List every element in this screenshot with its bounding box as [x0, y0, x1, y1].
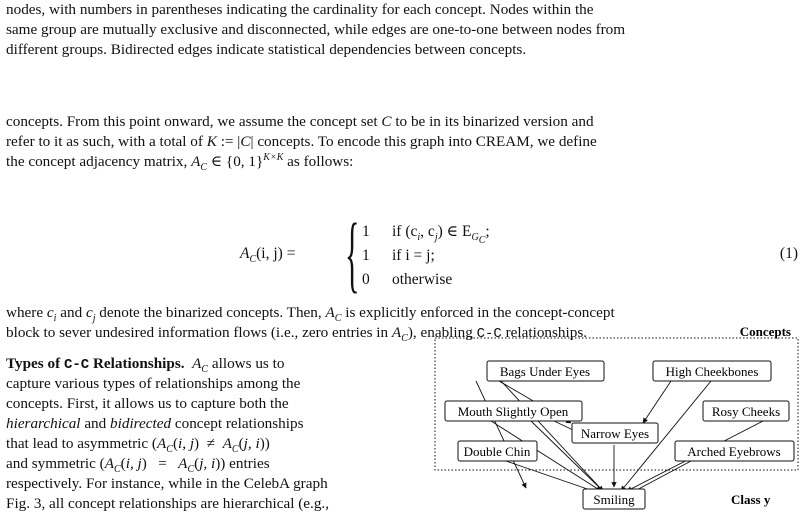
node-double-chin: [458, 441, 537, 461]
left-brace: {: [345, 205, 360, 301]
svg-text:Arched Eyebrows: Arched Eyebrows: [687, 444, 781, 459]
caption-line: nodes, with numbers in parentheses indicating the cardinality for each concept. Nodes within the: [6, 1, 594, 18]
paragraph-line: where $c_i$ and $c_j$ denote the binarized concepts. Then, $A_C$ is explicitly enforced in the concept-concept: [6, 304, 615, 325]
concepts-label: Concepts: [739, 324, 791, 339]
class-label: Class y: [731, 492, 771, 507]
paragraph-line: and symmetric ($A_C(i$, $j) = A_C(j$, i)) entries: [6, 455, 270, 476]
paragraph-line: respectively. For instance, while in the CelebA graph: [6, 475, 328, 492]
concept-graph-figure: [431, 324, 803, 522]
paragraph-line: concepts. From this point onward, we assume the concept set C to be in its binarized version and: [6, 113, 594, 130]
paragraph-line: block to sever undesired information flows (i.e., zero entries in $A_C$), enabling C-C relationships.: [6, 324, 588, 345]
paragraph-line: hierarchical and bidirected concept relationships: [6, 415, 304, 432]
caption-line: same group are mutually exclusive and disconnected, while edges are one-to-one between nodes from: [6, 21, 626, 38]
equation-lhs: $A_C(i$, j) =: [240, 245, 296, 266]
svg-text:Rosy Cheeks: Rosy Cheeks: [711, 404, 781, 419]
paragraph-line: that lead to asymmetric ($A_C(i$, $j) \ne A_C(j$, i)): [6, 435, 270, 456]
svg-text:Smiling: Smiling: [593, 492, 635, 507]
paragraph-line: Types of C-C Relationships. $A_C$ allows us to: [6, 355, 285, 376]
node-smiling: [583, 489, 645, 509]
node-rosy-cheeks: [703, 401, 789, 421]
paragraph-line: concepts. First, it allows us to capture both the: [6, 395, 289, 412]
equation-cases: 1 if ($c_i$, $c_j$) ∈ $E_{G_C}$; 1 if i = j; 0 otherwise: [362, 223, 490, 288]
equation-number: (1): [779, 245, 798, 262]
node-bags-under-eyes: [487, 361, 604, 381]
paragraph-line: capture various types of relationships among the: [6, 375, 301, 392]
paragraph-line: Fig. 3, all concept relationships are hierarchical (e.g.,: [6, 495, 330, 512]
svg-text:Double Chin: Double Chin: [463, 444, 531, 459]
equation-1: [0, 205, 806, 301]
svg-text:High Cheekbones: High Cheekbones: [665, 364, 759, 379]
svg-text:Mouth Slightly Open: Mouth Slightly Open: [457, 404, 569, 419]
node-arched-eyebrows: [675, 441, 794, 461]
paragraph-line: the concept adjacency matrix, $A_C$ ∈ {0, 1}$^{K\times K}$ as follows:: [6, 151, 354, 174]
svg-text:Narrow Eyes: Narrow Eyes: [580, 426, 650, 441]
paragraph-line: refer to it as such, with a total of K := |C| concepts. To encode this graph into CREAM, we define: [6, 133, 597, 150]
node-mouth-slightly-open: [445, 401, 582, 421]
caption-line: different groups. Bidirected edges indicate statistical dependencies between concepts.: [6, 41, 527, 58]
node-narrow-eyes: [572, 423, 658, 443]
svg-text:Bags Under Eyes: Bags Under Eyes: [499, 364, 591, 379]
node-high-cheekbones: [653, 361, 771, 381]
